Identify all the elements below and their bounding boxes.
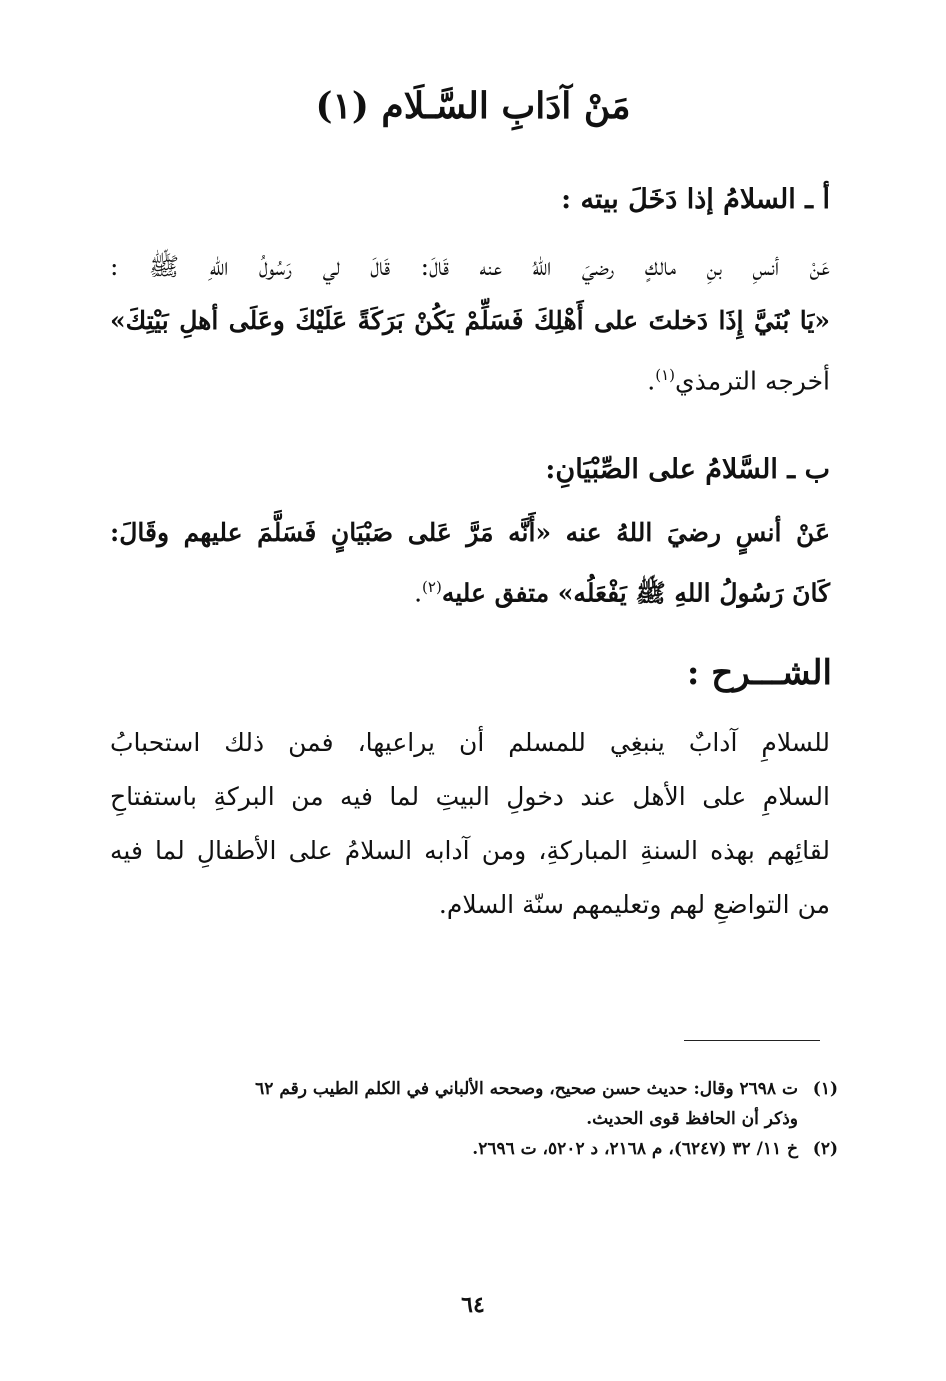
sharh-line: من التواضعِ لهم وتعليمهم سنّة السلام. bbox=[438, 890, 830, 919]
footnote-ref-1: (١) bbox=[655, 366, 676, 384]
footnotes bbox=[104, 1074, 838, 1164]
footnote-ref-2: (٢) bbox=[422, 578, 442, 596]
footnote-line: وذكر أن الحافظ قوى الحديث. bbox=[586, 1109, 798, 1129]
footnote-text bbox=[104, 1074, 798, 1134]
footnote-line: خ ١١/ ٣٢ (٦٢٤٧)، م ٢١٦٨، د ٥٢٠٢، ت ٢٦٩٦. bbox=[472, 1139, 798, 1159]
page-number: ٦٤ bbox=[461, 1292, 485, 1318]
footnote-1 bbox=[104, 1074, 838, 1134]
section-b-end: . bbox=[414, 578, 423, 608]
page-title: مَنْ آدَابِ السَّـلَام (١) bbox=[315, 85, 631, 127]
section-a-end: . bbox=[647, 366, 656, 396]
sharh-line: لقائِهم بهذه السنةِ المباركةِ، ومن آدابه السلامُ على الأطفالِ لما فيه bbox=[110, 836, 830, 865]
section-a-paragraph bbox=[110, 240, 830, 408]
sharh-heading: الشـــرح : bbox=[686, 653, 832, 693]
section-a-line-3 bbox=[110, 348, 830, 408]
footnote-number: (٢) bbox=[812, 1139, 838, 1159]
section-a-line-2: «يَا بُنَيَّ إِذَا دَخلتَ على أَهْلِكَ فَسَلِّمْ يَكُنْ بَرَكَةً عَلَيْكَ وعَلَى أهلِ بَيْتِكَ» bbox=[110, 306, 830, 335]
footnote-divider bbox=[684, 1040, 820, 1041]
section-b-line-2 bbox=[110, 560, 830, 620]
section-b-heading: ب ـ السَّلامُ على الصِّبْيَانِ: bbox=[545, 454, 830, 485]
sharh-line: السلامِ على الأهل عند دخولِ البيتِ لما فيه من البركةِ باستفتاحِ bbox=[110, 782, 830, 811]
footnote-number: (١) bbox=[812, 1079, 838, 1099]
footnote-2 bbox=[104, 1134, 838, 1164]
footnote-line: ت ٢٦٩٨ وقال: حديث حسن صحيح، وصححه الألباني في الكلم الطيب رقم ٦٢ bbox=[255, 1079, 798, 1099]
sharh-line: للسلامِ آدابٌ ينبغِي للمسلم أن يراعيها، فمن ذلك استحبابُ bbox=[110, 728, 830, 757]
section-a-heading: أ ـ السلامُ إذا دَخَلَ بيته : bbox=[561, 184, 830, 215]
section-b-line-1: عَنْ أنسٍ رضيَ اللهُ عنه «أَنَّه مَرَّ عَلى صَبْيَانٍ فَسَلَّمَ عليهم وقَالَ: bbox=[110, 518, 830, 547]
sharh-paragraph bbox=[110, 716, 830, 932]
section-b-paragraph bbox=[110, 506, 830, 620]
footnote-text bbox=[104, 1134, 798, 1164]
section-a-source: أخرجه الترمذي bbox=[675, 366, 830, 396]
section-a-line-1: عَنْ أنسِ بنِ مالكٍ رضيَ اللهُ عنه قَالَ: قَالَ لي رَسُولُ اللهِ ﷺ : bbox=[110, 252, 830, 281]
section-b-quote-end: كَانَ رَسُولُ اللهِ ﷺ يَفْعَلُه» متفق عليه bbox=[441, 578, 830, 608]
